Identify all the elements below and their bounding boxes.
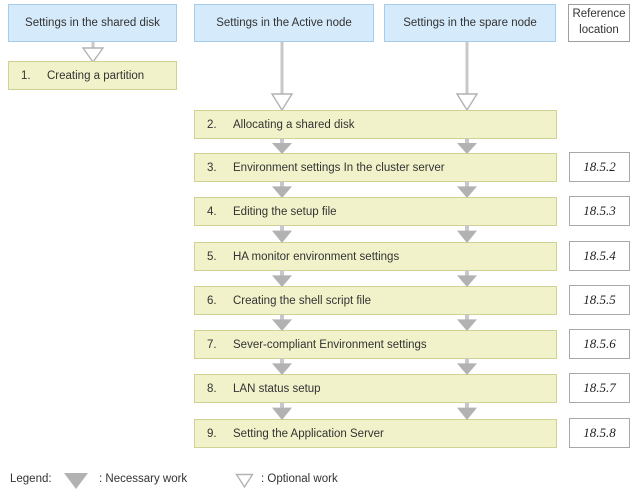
reference-box — [569, 373, 630, 403]
step-box-9 — [194, 419, 557, 448]
step-label: HA monitor environment settings — [233, 250, 400, 263]
step-number: 7. — [207, 338, 217, 351]
step-number: 2. — [207, 118, 217, 131]
header-spare-node-label: Settings in the spare node — [403, 17, 537, 29]
step-label: Environment settings In the cluster server — [233, 161, 445, 174]
legend-optional-label: : Optional work — [261, 473, 338, 485]
step-box-5 — [194, 242, 557, 271]
reference-value: 18.5.4 — [583, 248, 616, 263]
step-box-4 — [194, 197, 557, 226]
necessary-arrow — [456, 270, 478, 287]
necessary-arrow — [271, 402, 293, 420]
step-number: 4. — [207, 205, 217, 218]
step-box-6 — [194, 286, 557, 315]
header-active-node-label: Settings in the Active node — [216, 17, 352, 29]
reference-value: 18.5.6 — [583, 336, 616, 351]
step-box-8 — [194, 374, 557, 403]
necessary-arrow — [271, 270, 293, 287]
necessary-arrow — [271, 181, 293, 198]
step-number: 3. — [207, 161, 217, 174]
header-reference-location-label: Reference location — [572, 8, 626, 36]
step-number: 1. — [21, 69, 31, 82]
reference-box — [569, 418, 630, 448]
reference-box — [569, 329, 630, 359]
step-label: Sever-compliant Environment settings — [233, 338, 427, 351]
reference-box — [569, 241, 630, 271]
necessary-work-icon — [63, 472, 89, 490]
step-box-3 — [194, 153, 557, 182]
header-reference-location — [568, 4, 630, 42]
optional-work-icon — [235, 473, 254, 489]
reference-value: 18.5.8 — [583, 425, 616, 440]
optional-arrow-active-node — [270, 42, 294, 112]
reference-box — [569, 196, 630, 226]
reference-value: 18.5.7 — [583, 380, 616, 395]
step-label: Allocating a shared disk — [233, 118, 355, 131]
necessary-arrow — [271, 138, 293, 154]
necessary-arrow — [456, 358, 478, 375]
optional-arrow-shared-disk — [81, 42, 105, 63]
step-label: Creating a partition — [47, 69, 145, 82]
step-box-2 — [194, 110, 557, 139]
step-number: 8. — [207, 382, 217, 395]
reference-box — [569, 285, 630, 315]
necessary-arrow — [271, 358, 293, 375]
reference-value: 18.5.3 — [583, 203, 616, 218]
step-number: 5. — [207, 250, 217, 263]
header-spare-node — [384, 4, 556, 42]
step-label: Editing the setup file — [233, 205, 337, 218]
header-shared-disk — [8, 4, 177, 42]
necessary-arrow — [456, 225, 478, 243]
reference-box — [569, 152, 630, 182]
legend-title: Legend: — [10, 473, 52, 485]
necessary-arrow — [456, 402, 478, 420]
necessary-arrow — [456, 181, 478, 198]
necessary-arrow — [456, 314, 478, 331]
step-number: 6. — [207, 294, 217, 307]
step-box-7 — [194, 330, 557, 359]
header-active-node — [194, 4, 374, 42]
step-label: Creating the shell script file — [233, 294, 372, 307]
necessary-arrow — [271, 314, 293, 331]
step-label: LAN status setup — [233, 382, 321, 395]
optional-arrow-spare-node — [455, 42, 479, 112]
step-box-1 — [8, 61, 177, 90]
legend-necessary-label: : Necessary work — [99, 473, 188, 485]
necessary-arrow — [456, 138, 478, 154]
step-label: Setting the Application Server — [233, 427, 384, 440]
header-shared-disk-label: Settings in the shared disk — [25, 17, 160, 29]
reference-value: 18.5.2 — [583, 159, 616, 174]
step-number: 9. — [207, 427, 217, 440]
reference-value: 18.5.5 — [583, 292, 616, 307]
necessary-arrow — [271, 225, 293, 243]
